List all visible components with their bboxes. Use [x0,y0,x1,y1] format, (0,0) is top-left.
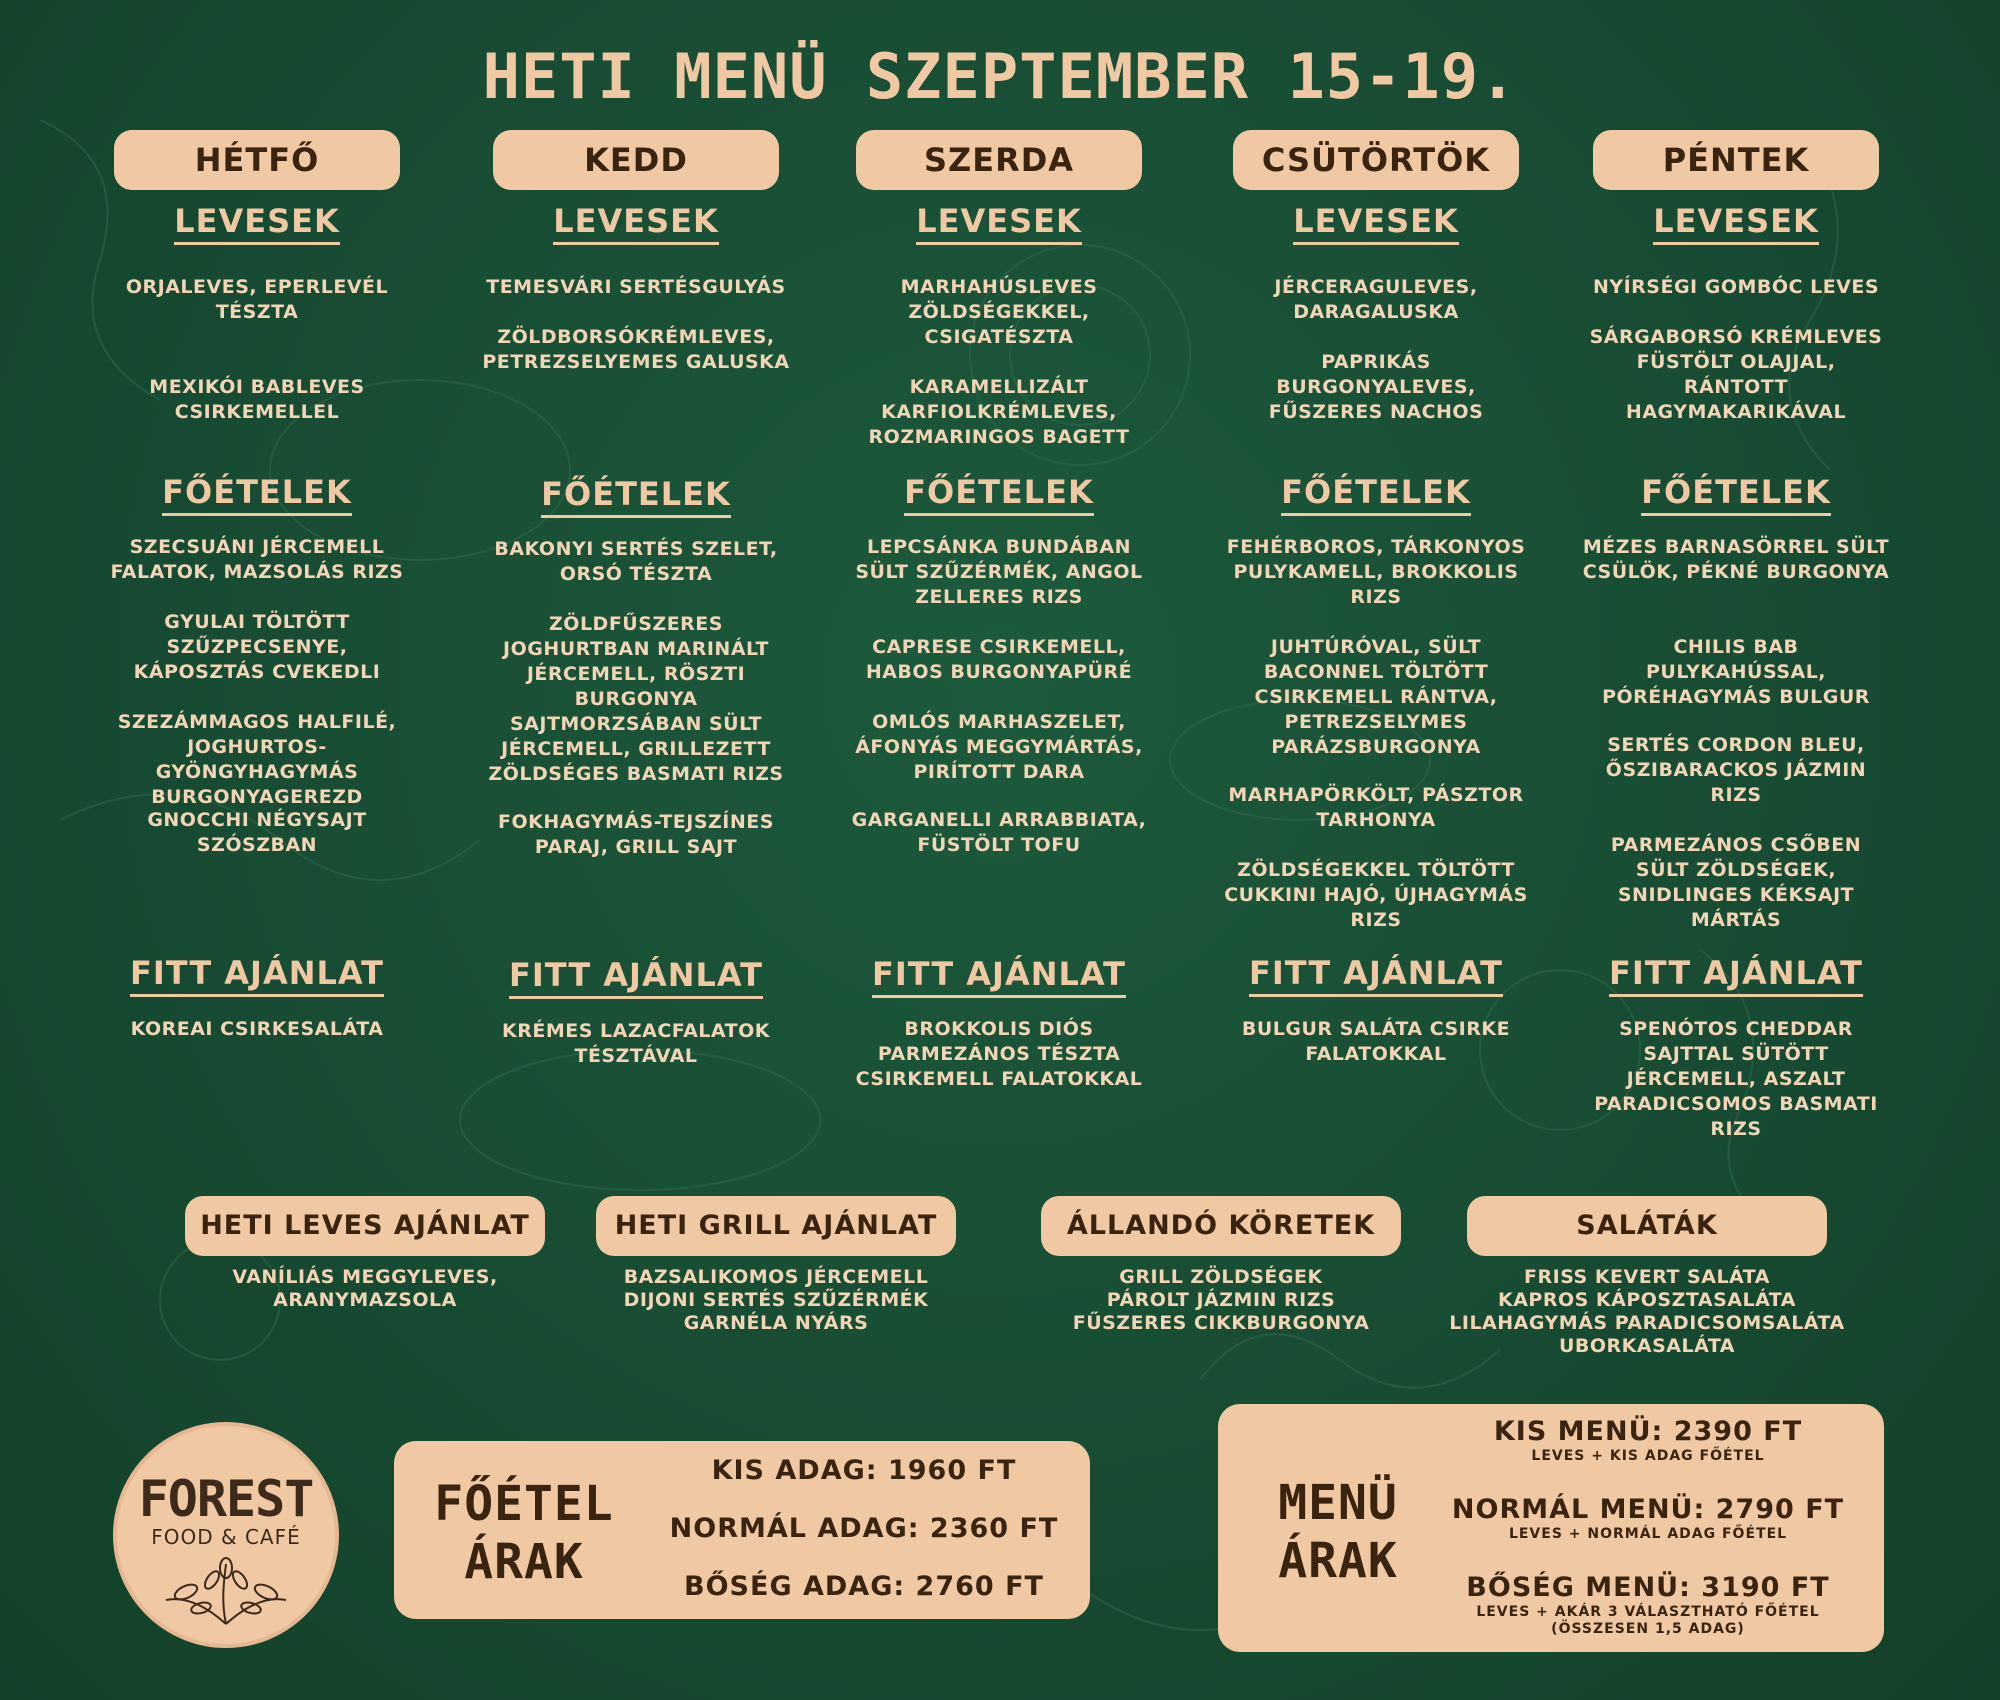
main-item: LEPCSÁNKA BUNDÁBAN SÜLT SZŰZÉRMÉK, ANGOL ZELLERES RIZS [855,536,1143,608]
menu-price-normal-note: LEVES + NORMÁL ADAG FŐÉTEL [1508,1526,1788,1542]
fit-item: BULGUR SALÁTA CSIRKE FALATOKKAL [1241,1018,1511,1065]
soup-item: TEMESVÁRI SERTÉSGULYÁS [486,276,786,298]
category-sides [1001,1196,1441,1335]
category-item: LILAHAGYMÁS PARADICSOMSALÁTA [1449,1312,1845,1334]
main-item: JUHTÚRÓVAL, SÜLT BACONNEL TÖLTÖTT CSIRKEMELL RÁNTVA, PETREZSELYMES PARÁZSBURGONYA [1254,636,1498,758]
category-item: FŰSZERES CIKKBURGONYA [1072,1312,1370,1334]
category-item: KAPROS KÁPOSZTASALÁTA [1497,1289,1796,1311]
price-small: KIS ADAG: 1960 FT [711,1455,1017,1486]
soup-item: JÉRCERAGULEVES, DARAGALUSKA [1274,276,1478,323]
category-weekly-soup [145,1196,585,1312]
main-item: GYULAI TÖLTÖTT SZŰZPECSENYE, KÁPOSZTÁS CVEKEDLI [133,611,381,683]
category-item: PÁROLT JÁZMIN RIZS [1106,1289,1336,1311]
main-item: CAPRESE CSIRKEMELL, HABOS BURGONYAPÜRÉ [865,636,1133,683]
main-prices-title-line: ÁRAK [464,1534,584,1590]
soup-item: SÁRGABORSÓ KRÉMLEVES FÜSTÖLT OLAJJAL, RÁNTOTT HAGYMAKARIKÁVAL [1589,326,1883,423]
main-course-prices [394,1441,1090,1619]
fit-item: SPENÓTOS CHEDDAR SAJTTAL SÜTÖTT JÉRCEMELL, ASZALT PARADICSOMOS BASMATI RIZS [1594,1018,1878,1140]
day-label: HÉTFŐ [114,130,400,190]
day-label: PÉNTEK [1593,130,1879,190]
category-label: HETI LEVES AJÁNLAT [185,1196,545,1256]
main-item: ZÖLDFŰSZERES JOGHURTBAN MARINÁLT JÉRCEMELL, RÖSZTI BURGONYA [503,613,769,710]
menu-price-large-note-2: (ÖSSZESEN 1,5 ADAG) [1551,1621,1745,1637]
menu-prices-title [1228,1474,1448,1590]
main-item: SAJTMORZSÁBAN SÜLT JÉRCEMELL, GRILLEZETT ZÖLDSÉGES BASMATI RIZS [488,713,784,785]
fit-item: BROKKOLIS DIÓS PARMEZÁNOS TÉSZTA CSIRKEMELL FALATOKKAL [855,1018,1143,1090]
fit-heading: FITT AJÁNLAT [844,955,1154,993]
main-item: SZECSUÁNI JÉRCEMELL FALATOK, MAZSOLÁS RIZS [110,536,404,583]
menu-prices-title-line: MENÜ [1278,1475,1398,1531]
menu-price-normal: NORMÁL MENÜ: 2790 FT [1451,1494,1845,1525]
day-column-wednesday [844,130,1154,1090]
main-item: BAKONYI SERTÉS SZELET, ORSÓ TÉSZTA [494,538,778,585]
menu-price-small-note: LEVES + KIS ADAG FŐÉTEL [1531,1448,1765,1464]
day-column-monday [102,130,412,1040]
soups-heading: LEVESEK [844,202,1154,240]
forest-logo [113,1422,339,1648]
category-item: FRISS KEVERT SALÁTA [1524,1266,1770,1288]
category-item: DIJONI SERTÉS SZŰZÉRMÉK [623,1289,929,1311]
main-item: SERTÉS CORDON BLEU, ŐSZIBARACKOS JÁZMIN RIZS [1605,734,1867,806]
category-items [1427,1266,1867,1358]
day-label: CSÜTÖRTÖK [1233,130,1519,190]
main-item: CHILIS BAB PULYKAHÚSSAL, PÓRÉHAGYMÁS BULGUR [1602,636,1870,708]
category-item: VANÍLIÁS MEGGYLEVES, [232,1266,498,1288]
soup-item: NYÍRSÉGI GOMBÓC LEVES [1592,276,1880,298]
fit-heading: FITT AJÁNLAT [102,954,412,992]
day-column-friday [1581,130,1891,1140]
category-item: UBORKASALÁTA [1558,1335,1736,1357]
logo-name: FOREST [138,1470,314,1528]
day-label: SZERDA [856,130,1142,190]
menu-price-small: KIS MENÜ: 2390 FT [1493,1416,1803,1447]
menu-price-large: BŐSÉG MENÜ: 3190 FT [1466,1572,1830,1603]
category-label: SALÁTÁK [1467,1196,1827,1256]
soup-item: PAPRIKÁS BURGONYALEVES, FŰSZERES NACHOS [1268,351,1484,423]
main-item: MÉZES BARNASÖRREL SÜLT CSÜLÖK, PÉKNÉ BURGONYA [1582,536,1890,583]
logo-subtitle: FOOD & CAFÉ [151,1525,301,1549]
category-label: ÁLLANDÓ KÖRETEK [1041,1196,1401,1256]
fit-item: KRÉMES LAZACFALATOK TÉSZTÁVAL [502,1020,770,1067]
day-label: KEDD [493,130,779,190]
soup-item: ORJALEVES, EPERLEVÉL TÉSZTA [125,276,389,323]
fit-heading: FITT AJÁNLAT [1581,954,1891,992]
mains-heading: FŐÉTELEK [1581,473,1891,511]
soup-item: KARAMELLIZÁLT KARFIOLKRÉMLEVES, ROZMARINGOS BAGETT [868,376,1130,448]
category-item: ARANYMAZSOLA [273,1289,457,1311]
category-item: GARNÉLA NYÁRS [683,1312,869,1334]
main-item: OMLÓS MARHASZELET, ÁFONYÁS MEGGYMÁRTÁS, PIRÍTOTT DARA [855,711,1143,783]
main-item: GNOCCHI NÉGYSAJT SZÓSZBAN [147,809,367,856]
category-item: BAZSALIKOMOS JÉRCEMELL [623,1266,929,1288]
soup-item: MARHAHÚSLEVES ZÖLDSÉGEKKEL, CSIGATÉSZTA [900,276,1098,348]
mains-heading: FŐÉTELEK [844,473,1154,511]
category-salads [1427,1196,1867,1358]
soup-item: ZÖLDBORSÓKRÉMLEVES, PETREZSELYEMES GALUSKA [482,326,790,373]
day-column-thursday [1221,130,1531,1065]
category-label: HETI GRILL AJÁNLAT [596,1196,956,1256]
mains-heading: FŐÉTELEK [1221,473,1531,511]
soups-heading: LEVESEK [481,202,791,240]
page-title: HETI MENÜ SZEPTEMBER 15-19. [482,40,1518,113]
category-weekly-grill [556,1196,996,1335]
fit-item: KOREAI CSIRKESALÁTA [130,1018,384,1040]
day-column-tuesday [481,130,791,1067]
soup-item: MEXIKÓI BABLEVES CSIRKEMELLEL [149,376,365,423]
category-items [556,1266,996,1335]
menu-prices-title-line: ÁRAK [1278,1533,1398,1589]
fit-heading: FITT AJÁNLAT [1221,954,1531,992]
main-item: MARHAPÖRKÖLT, PÁSZTOR TARHONYA [1228,784,1524,831]
menu-price-large-note: LEVES + AKÁR 3 VÁLASZTHATÓ FŐÉTEL [1476,1604,1820,1620]
price-normal: NORMÁL ADAG: 2360 FT [669,1513,1059,1544]
category-items [1001,1266,1441,1335]
category-items [145,1266,585,1312]
main-item: SZEZÁMMAGOS HALFILÉ, JOGHURTOS-GYÖNGYHAGYMÁS BURGONYAGEREZD [117,711,397,808]
fit-heading: FITT AJÁNLAT [481,956,791,994]
soups-heading: LEVESEK [102,202,412,240]
main-prices-title-line: FŐÉTEL [434,1476,614,1532]
main-item: ZÖLDSÉGEKKEL TÖLTÖTT CUKKINI HAJÓ, ÚJHAGYMÁS RIZS [1224,859,1528,931]
menu-prices [1218,1404,1884,1652]
soups-heading: LEVESEK [1581,202,1891,240]
main-item: FOKHAGYMÁS-TEJSZÍNES PARAJ, GRILL SAJT [498,811,774,858]
leaf-ornament-icon [146,1556,306,1626]
mains-heading: FŐÉTELEK [481,475,791,513]
soups-heading: LEVESEK [1221,202,1531,240]
main-item: FEHÉRBOROS, TÁRKONYOS PULYKAMELL, BROKKOLIS RIZS [1226,536,1526,608]
main-prices-title [414,1475,634,1591]
price-large: BŐSÉG ADAG: 2760 FT [684,1571,1044,1602]
mains-heading: FŐÉTELEK [102,473,412,511]
category-item: GRILL ZÖLDSÉGEK [1119,1266,1323,1288]
main-item: GARGANELLI ARRABBIATA, FÜSTÖLT TOFU [851,809,1147,856]
main-item: PARMEZÁNOS CSŐBEN SÜLT ZÖLDSÉGEK, SNIDLINGES KÉKSAJT MÁRTÁS [1610,834,1862,931]
